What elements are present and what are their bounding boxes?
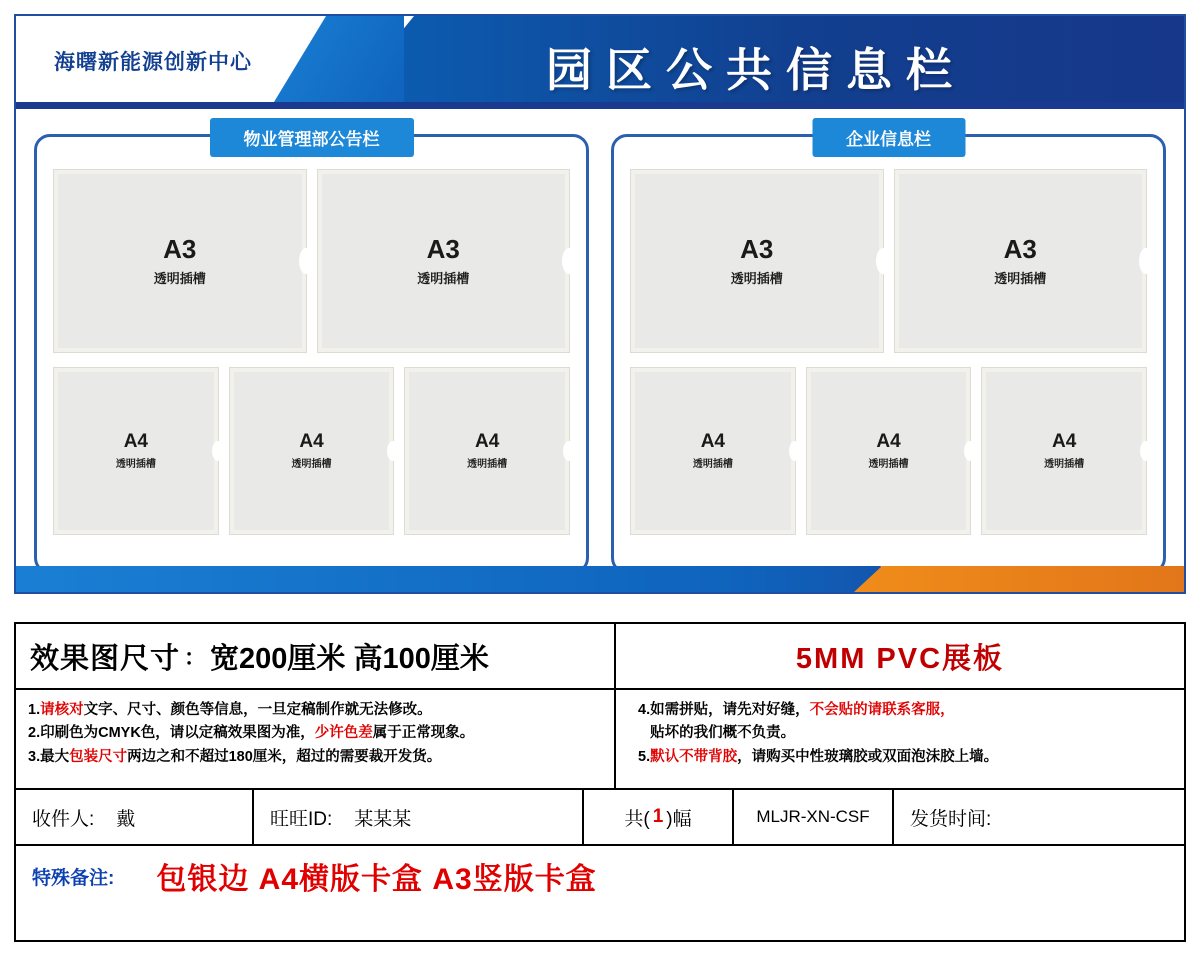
slot-row-a4 [630, 367, 1147, 535]
thumb-notch-icon [876, 248, 890, 274]
receiver-cell [16, 790, 254, 844]
thumb-notch-icon [1140, 441, 1152, 461]
thumb-notch-icon [1139, 248, 1153, 274]
slot-row-a3 [53, 165, 570, 357]
footer-stripe-orange [854, 566, 1184, 592]
note-line: 1.请核对文字、尺寸、颜色等信息，一旦定稿制作就无法修改。 [28, 702, 432, 718]
quantity-prefix: 共( [624, 808, 650, 830]
header-blue-accent-shape [274, 16, 404, 102]
slot-size-label: A3 [163, 234, 197, 265]
board-title: 园区公共信息栏 [546, 44, 966, 96]
slot-sub-label: 透明插槽 [730, 270, 783, 286]
order-code-cell: MLJR-XN-CSF [734, 790, 894, 844]
thumb-notch-icon [789, 441, 801, 461]
spec-row-order-info [16, 790, 1184, 846]
wangwang-value: 某某某 [354, 808, 412, 830]
slot-a4 [53, 367, 219, 535]
panel-enterprise-info [611, 130, 1166, 574]
wangwang-cell [254, 790, 584, 844]
thumb-notch-icon [387, 441, 399, 461]
receiver-value: 戴 [116, 808, 136, 830]
thumb-notch-icon [299, 248, 313, 274]
spec-size-label: 效果图尺寸 [30, 642, 181, 675]
quantity-cell [584, 790, 734, 844]
slot-a4 [981, 367, 1147, 535]
ship-time-label: 发货时间: [910, 808, 992, 830]
slot-a3 [317, 169, 571, 353]
public-info-board [14, 14, 1186, 594]
panel-inner-property [53, 165, 570, 557]
spec-size-cell [16, 624, 616, 688]
spec-row-size [16, 624, 1184, 690]
panels-container [34, 130, 1166, 574]
spec-row-remark [16, 846, 1184, 906]
thumb-notch-icon [563, 441, 575, 461]
spec-notes-right [616, 690, 1184, 788]
slot-sub-label: 透明插槽 [417, 270, 470, 286]
thumb-notch-icon [964, 441, 976, 461]
slot-size-label: A4 [123, 430, 148, 452]
slot-size-label: A4 [475, 430, 500, 452]
header-underline [16, 102, 1184, 109]
note-line: 5.默认不带背胶，请购买中性玻璃胶或双面泡沫胶上墙。 [638, 748, 999, 765]
receiver-label: 收件人: [32, 808, 95, 830]
org-name: 海曙新能源创新中心 [54, 51, 252, 74]
slot-size-label: A4 [299, 430, 324, 452]
slot-a4 [229, 367, 395, 535]
slot-sub-label: 透明插槽 [291, 459, 332, 471]
slot-a3 [630, 169, 884, 353]
note-line: 4.如需拼贴，请先对好缝，不会贴的请联系客服， [638, 702, 955, 718]
slot-row-a3 [630, 165, 1147, 357]
quantity-suffix: )幅 [666, 808, 692, 830]
slot-a4 [806, 367, 972, 535]
panel-title-enterprise: 企业信息栏 [812, 118, 965, 157]
panel-property-notice [34, 130, 589, 574]
slot-sub-label: 透明插槽 [115, 459, 156, 471]
slot-a3 [53, 169, 307, 353]
quantity-value: 1 [652, 806, 664, 827]
spec-notes-left [16, 690, 616, 788]
thumb-notch-icon [562, 248, 576, 274]
spec-table [14, 622, 1186, 942]
note-line: 3.最大包装尺寸两边之和不超过180厘米，超过的需要裁开发货。 [28, 748, 442, 765]
slot-size-label: A3 [1003, 234, 1037, 265]
remark-value: 包银边 A4横版卡盒 A3竖版卡盒 [156, 863, 597, 896]
slot-size-label: A4 [700, 430, 725, 452]
slot-sub-label: 透明插槽 [994, 270, 1047, 286]
wangwang-label: 旺旺ID: [270, 808, 333, 830]
board-header [16, 16, 1184, 102]
slot-sub-label: 透明插槽 [467, 459, 508, 471]
slot-size-label: A3 [426, 234, 460, 265]
note-line: 贴坏的我们概不负责。 [638, 725, 796, 742]
panel-title-property: 物业管理部公告栏 [210, 118, 414, 157]
panel-inner-enterprise [630, 165, 1147, 557]
slot-a4 [630, 367, 796, 535]
slot-row-a4 [53, 367, 570, 535]
slot-sub-label: 透明插槽 [1044, 459, 1085, 471]
ship-time-cell [894, 790, 1184, 844]
spec-material-cell: 5MM PVC展板 [795, 642, 1005, 675]
note-line: 2.印刷色为CMYK色，请以定稿效果图为准，少许色差属于正常现象。 [28, 725, 475, 742]
slot-sub-label: 透明插槽 [153, 270, 206, 286]
thumb-notch-icon [212, 441, 224, 461]
spec-size-value: 宽200厘米 高100厘米 [210, 642, 489, 675]
spec-row-notes [16, 690, 1184, 790]
spec-size-colon: ： [184, 644, 207, 670]
slot-size-label: A4 [1052, 430, 1077, 452]
slot-a3 [894, 169, 1148, 353]
remark-label: 特殊备注: [32, 867, 115, 889]
slot-sub-label: 透明插槽 [692, 459, 733, 471]
slot-size-label: A3 [740, 234, 774, 265]
slot-sub-label: 透明插槽 [868, 459, 909, 471]
slot-size-label: A4 [876, 430, 901, 452]
slot-a4 [404, 367, 570, 535]
